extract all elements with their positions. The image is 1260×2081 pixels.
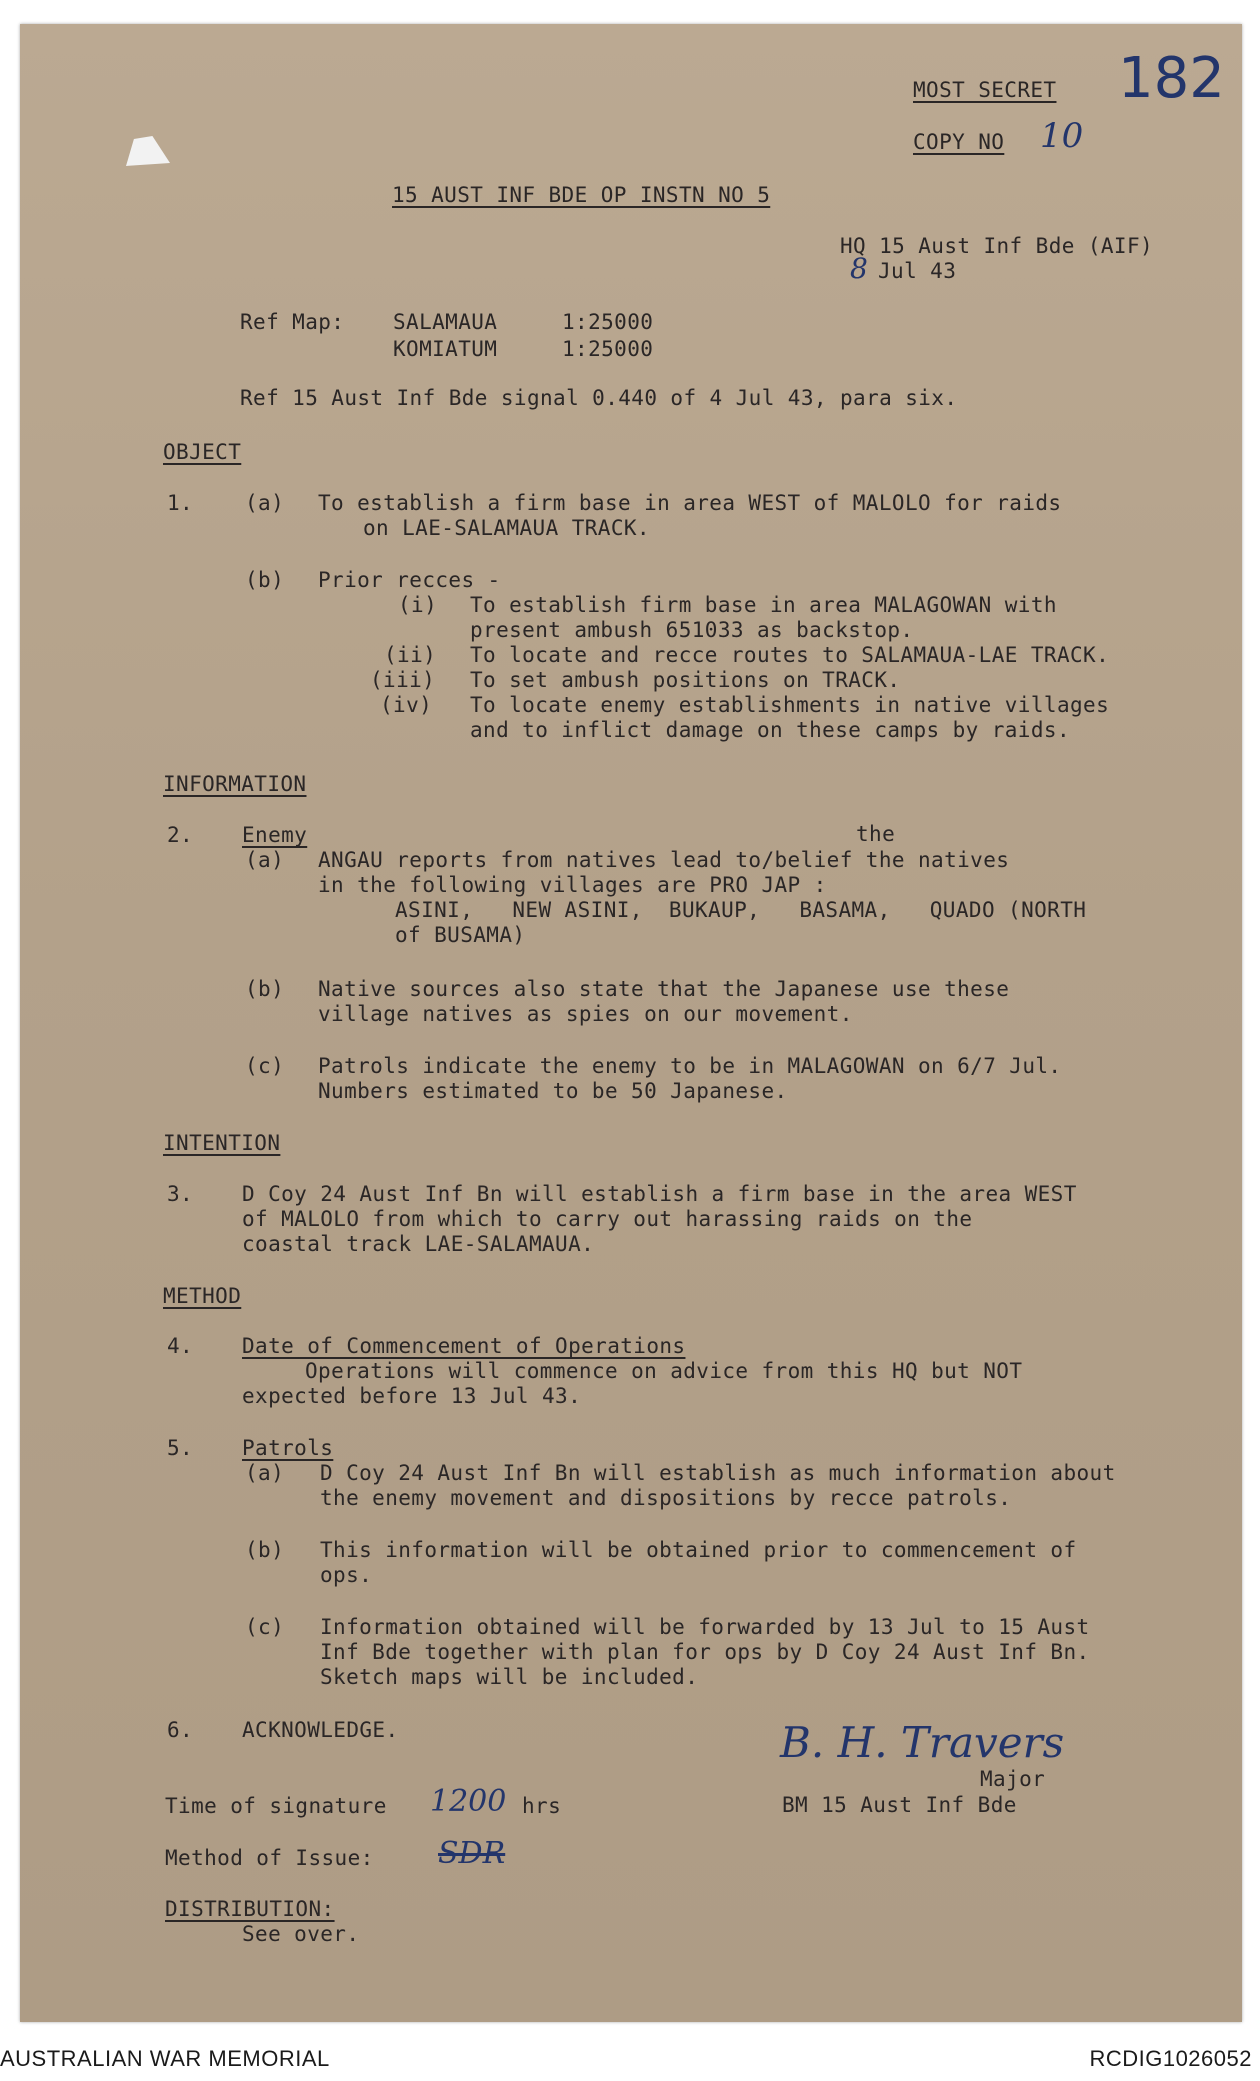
obj-item-line1: To establish firm base in area MALAGOWAN with — [470, 593, 1057, 617]
para-1-number: 1. — [167, 491, 194, 515]
patrols-b-line2: ops. — [320, 1563, 373, 1587]
obj-item-label: (iii) — [370, 668, 436, 692]
distribution-text: See over. — [242, 1922, 360, 1946]
obj-item-line1: To locate enemy establishments in native villages — [470, 693, 1110, 717]
commencement-subheading: Date of Commencement of Operations — [242, 1334, 686, 1358]
signatory-rank: Major — [980, 1767, 1046, 1791]
info-a-line4: of BUSAMA) — [395, 923, 526, 947]
patrols-b-line1: This information will be obtained prior to commencement of — [320, 1538, 1077, 1562]
obj-item-line2: and to inflict damage on these camps by raids. — [470, 718, 1070, 742]
para-6-number: 6. — [167, 1718, 194, 1742]
signature: B. H. Travers — [780, 1718, 1065, 1767]
commencement-line2: expected before 13 Jul 43. — [242, 1384, 582, 1408]
obj-b-text: Prior recces - — [318, 568, 501, 592]
document-title: 15 AUST INF BDE OP INSTN NO 5 — [392, 183, 771, 207]
info-b-line2: village natives as spies on our movement. — [318, 1002, 853, 1026]
acknowledge: ACKNOWLEDGE. — [242, 1718, 399, 1742]
intention-line2: of MALOLO from which to carry out harassing raids on the — [242, 1207, 973, 1231]
info-c-line2: Numbers estimated to be 50 Japanese. — [318, 1079, 788, 1103]
object-heading: OBJECT — [163, 440, 242, 464]
distribution-heading: DISTRIBUTION: — [165, 1897, 335, 1921]
date-rest: Jul 43 — [878, 259, 957, 283]
obj-item-label: (iv) — [380, 693, 433, 717]
time-unit: hrs — [522, 1794, 562, 1818]
signal-ref: Ref 15 Aust Inf Bde signal 0.440 of 4 Jul 43, para six. — [240, 386, 958, 410]
info-a-villages: ASINI, NEW ASINI, BUKAUP, BASAMA, QUADO (NORTH — [395, 898, 1087, 922]
commencement-line1: Operations will commence on advice from this HQ but NOT — [305, 1359, 1023, 1383]
para-5-number: 5. — [167, 1436, 194, 1460]
copy-label: COPY NO — [913, 130, 1005, 154]
intention-line1: D Coy 24 Aust Inf Bn will establish a firm base in the area WEST — [242, 1182, 1077, 1206]
patrols-a-line1: D Coy 24 Aust Inf Bn will establish as much information about — [320, 1461, 1116, 1485]
para-4-number: 4. — [167, 1334, 194, 1358]
patrols-a-label: (a) — [245, 1461, 285, 1485]
info-c-label: (c) — [245, 1054, 285, 1078]
obj-a-line1: To establish a firm base in area WEST of MALOLO for raids — [318, 491, 1062, 515]
enemy-subheading: Enemy — [242, 823, 308, 847]
inserted-word: the — [856, 822, 896, 846]
obj-item-line2: present ambush 651033 as backstop. — [470, 618, 914, 642]
patrols-c-line3: Sketch maps will be included. — [320, 1665, 699, 1689]
patrols-c-line1: Information obtained will be forwarded by 13 Jul to 15 Aust — [320, 1615, 1090, 1639]
patrols-c-label: (c) — [245, 1615, 285, 1639]
patrols-c-line2: Inf Bde together with plan for ops by D Coy 24 Aust Inf Bn. — [320, 1640, 1090, 1664]
information-heading: INFORMATION — [163, 772, 307, 796]
map1-scale: 1:25000 — [562, 310, 654, 334]
info-b-label: (b) — [245, 977, 285, 1001]
info-c-line1: Patrols indicate the enemy to be in MALAGOWAN on 6/7 Jul. — [318, 1054, 1062, 1078]
footer-archive: AUSTRALIAN WAR MEMORIAL — [0, 2046, 330, 2071]
obj-item-line1: To set ambush positions on TRACK. — [470, 668, 901, 692]
signatory-appointment: BM 15 Aust Inf Bde — [782, 1793, 1017, 1817]
method-heading: METHOD — [163, 1284, 242, 1308]
info-a-label: (a) — [245, 848, 285, 872]
intention-line3: coastal track LAE-SALAMAUA. — [242, 1232, 595, 1256]
patrols-a-line2: the enemy movement and dispositions by recce patrols. — [320, 1486, 1012, 1510]
page-number: 182 — [1118, 46, 1225, 111]
patrols-subheading: Patrols — [242, 1436, 334, 1460]
hq-line: HQ 15 Aust Inf Bde (AIF) — [840, 234, 1154, 258]
copy-number: 10 — [1040, 116, 1084, 156]
obj-a-label: (a) — [245, 491, 285, 515]
footer-id: RCDIG1026052 — [1089, 2046, 1252, 2071]
para-2-number: 2. — [167, 823, 194, 847]
classification: MOST SECRET — [913, 78, 1057, 102]
map2-name: KOMIATUM — [393, 337, 498, 361]
obj-b-label: (b) — [245, 568, 285, 592]
para-3-number: 3. — [167, 1182, 194, 1206]
issue-value: SDR — [438, 1836, 506, 1871]
time-label: Time of signature — [165, 1794, 387, 1818]
obj-item-label: (ii) — [384, 643, 437, 667]
date-day: 8 — [850, 252, 868, 285]
info-a-line1: ANGAU reports from natives lead to/belief the natives — [318, 848, 1010, 872]
info-b-line1: Native sources also state that the Japanese use these — [318, 977, 1010, 1001]
obj-a-line2: on LAE-SALAMAUA TRACK. — [363, 516, 650, 540]
map2-scale: 1:25000 — [562, 337, 654, 361]
info-a-line2: in the following villages are PRO JAP : — [318, 873, 827, 897]
ref-map-label: Ref Map: — [240, 310, 345, 334]
issue-label: Method of Issue: — [165, 1846, 374, 1870]
obj-item-label: (i) — [398, 593, 438, 617]
time-value: 1200 — [430, 1784, 507, 1819]
obj-item-line1: To locate and recce routes to SALAMAUA-LAE TRACK. — [470, 643, 1110, 667]
patrols-b-label: (b) — [245, 1538, 285, 1562]
intention-heading: INTENTION — [163, 1131, 281, 1155]
map1-name: SALAMAUA — [393, 310, 498, 334]
